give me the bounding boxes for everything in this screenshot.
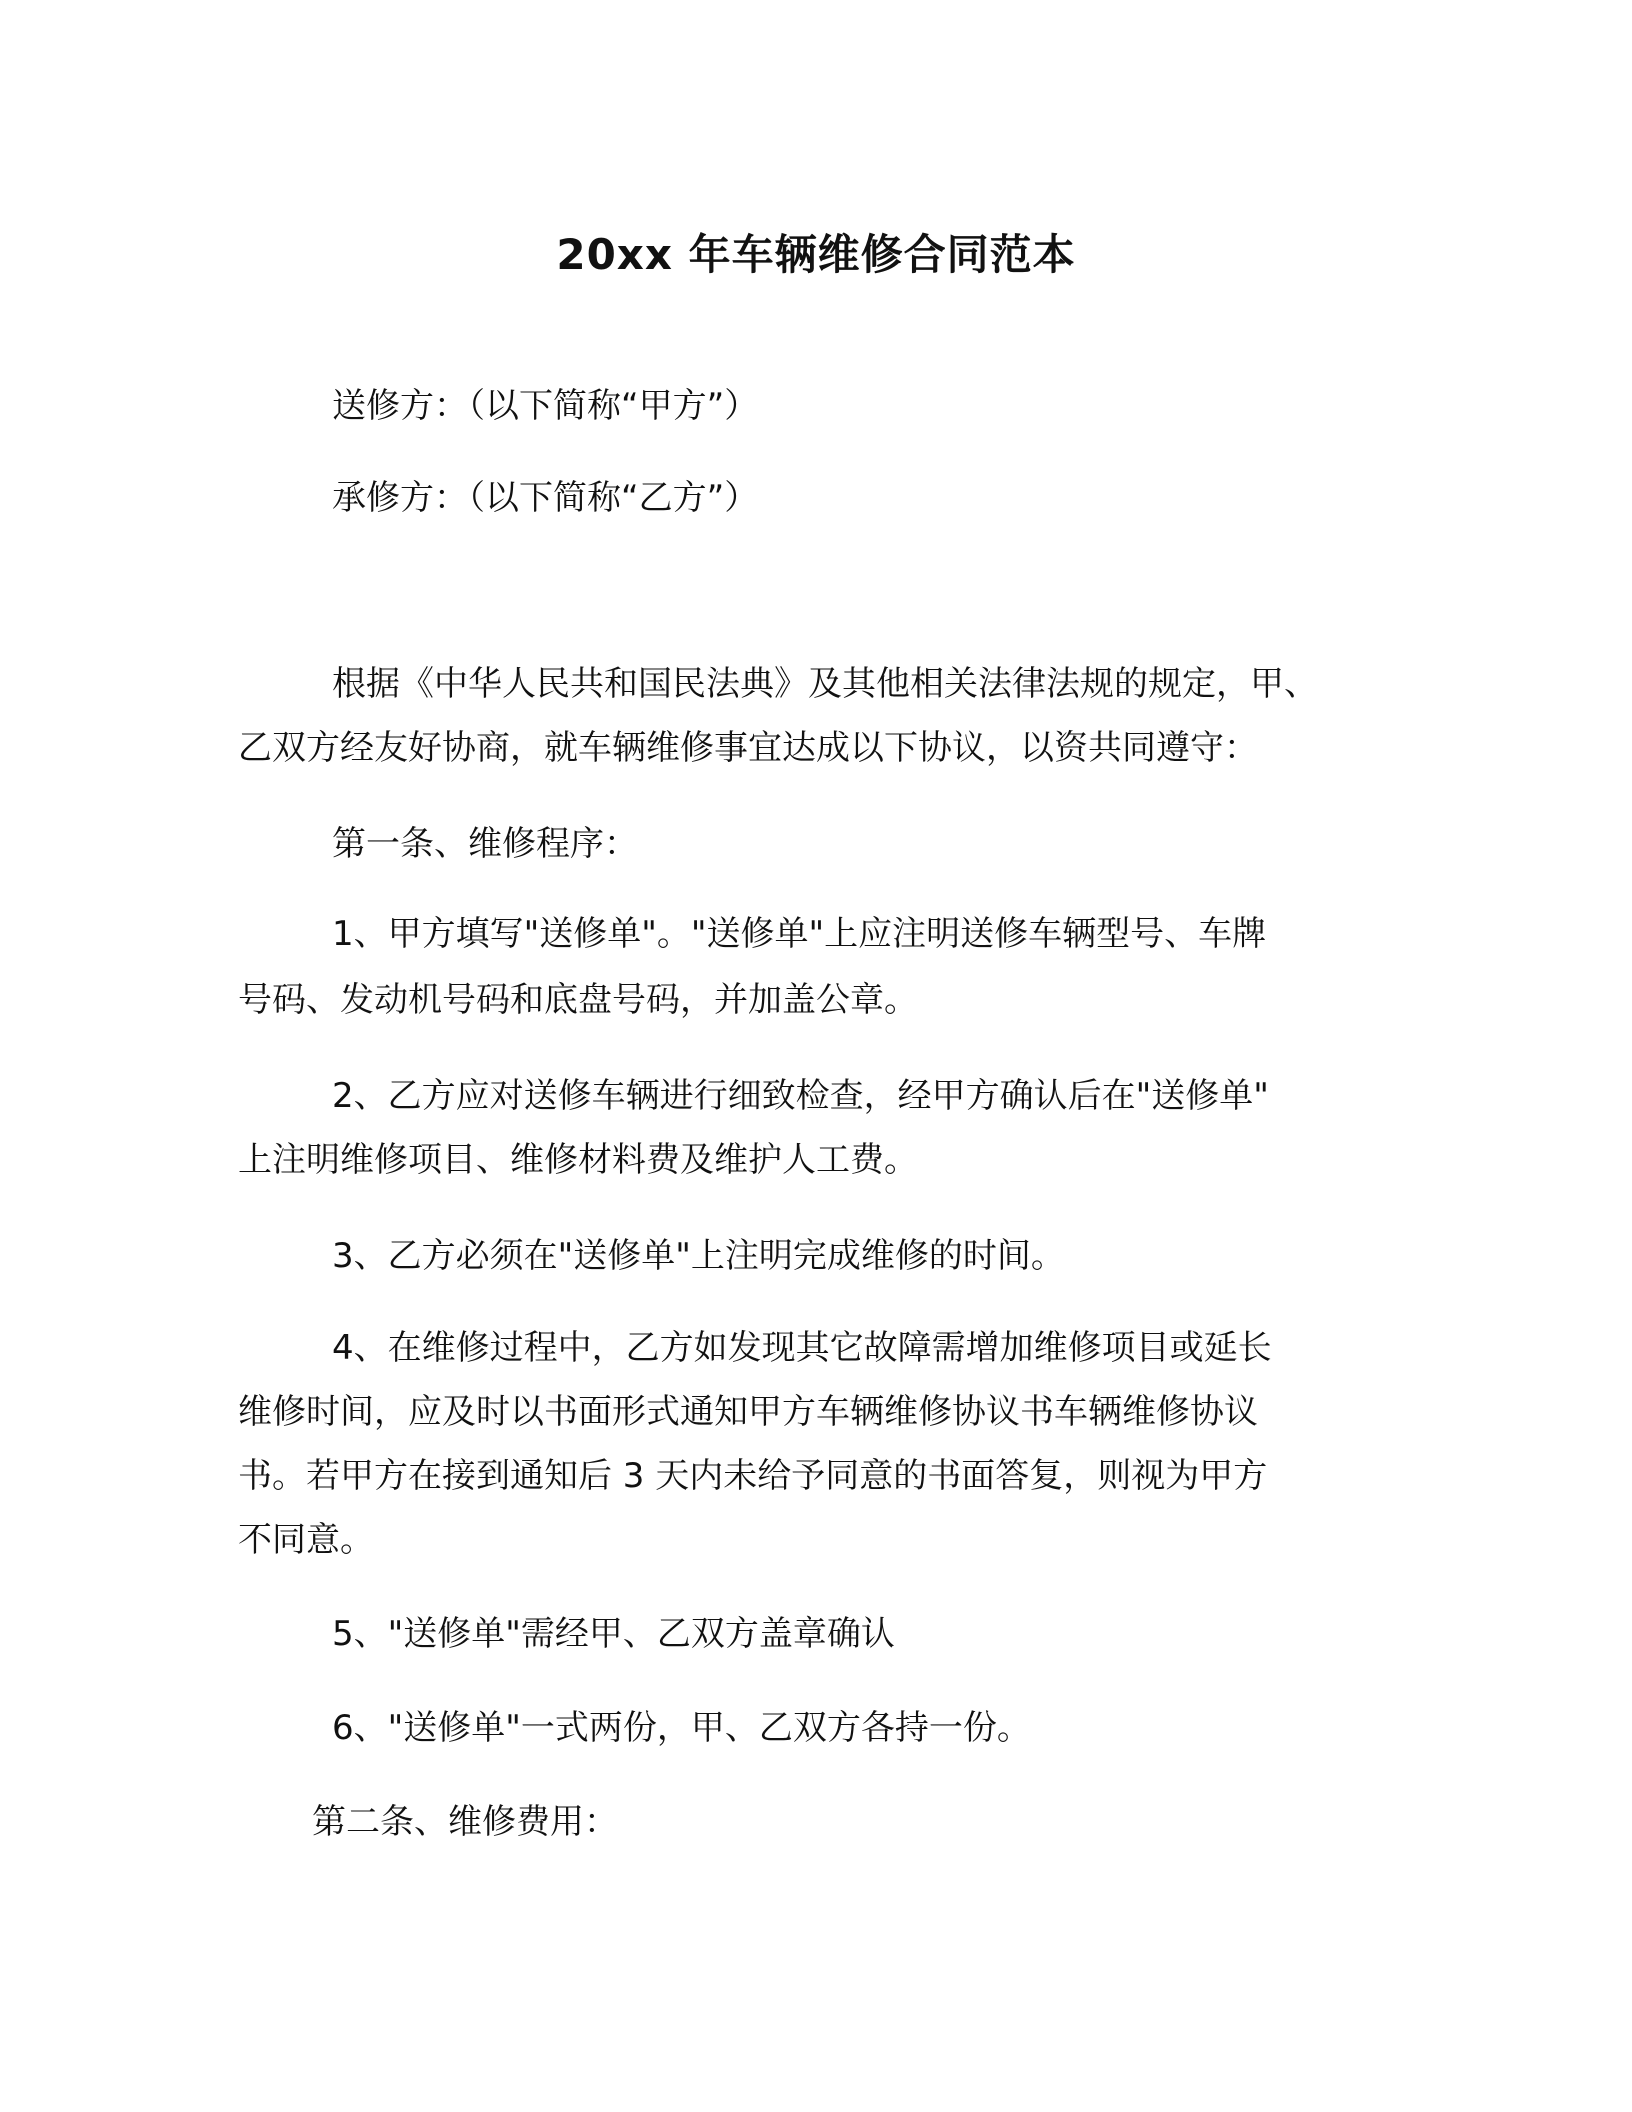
item6-line-1: 6、"送修单"一式两份，甲、乙双方各持一份。: [332, 1708, 1031, 1748]
item2-line-1: 2、乙方应对送修车辆进行细致检查，经甲方确认后在"送修单": [332, 1076, 1269, 1116]
article1-heading: 第一条、维修程序：: [332, 824, 638, 864]
item2-line-2: 上注明维修项目、维修材料费及维护人工费。: [238, 1140, 918, 1180]
item4-line-4: 不同意。: [238, 1520, 374, 1560]
item4-line-2: 维修时间，应及时以书面形式通知甲方车辆维修协议书车辆维修协议: [238, 1392, 1258, 1432]
item3-line-1: 3、乙方必须在"送修单"上注明完成维修的时间。: [332, 1236, 1065, 1276]
item5-line-1: 5、"送修单"需经甲、乙双方盖章确认: [332, 1614, 895, 1654]
document-title: 20xx 年车辆维修合同范本: [556, 230, 1076, 279]
item1-line-2: 号码、发动机号码和底盘号码，并加盖公章。: [238, 980, 918, 1020]
item1-line-1: 1、甲方填写"送修单"。"送修单"上应注明送修车辆型号、车牌: [332, 914, 1267, 954]
party-repairer: 承修方：（以下简称“乙方”）: [332, 478, 759, 518]
intro-line-1: 根据《中华人民共和国民法典》及其他相关法律法规的规定，甲、: [332, 664, 1318, 704]
party-sender: 送修方：（以下简称“甲方”）: [332, 386, 759, 426]
item4-line-1: 4、在维修过程中，乙方如发现其它故障需增加维修项目或延长: [332, 1328, 1272, 1368]
article2-heading: 第二条、维修费用：: [312, 1802, 618, 1842]
intro-line-2: 乙双方经友好协商，就车辆维修事宜达成以下协议，以资共同遵守：: [238, 728, 1258, 768]
item4-line-3: 书。若甲方在接到通知后 3 天内未给予同意的书面答复，则视为甲方: [238, 1456, 1268, 1496]
